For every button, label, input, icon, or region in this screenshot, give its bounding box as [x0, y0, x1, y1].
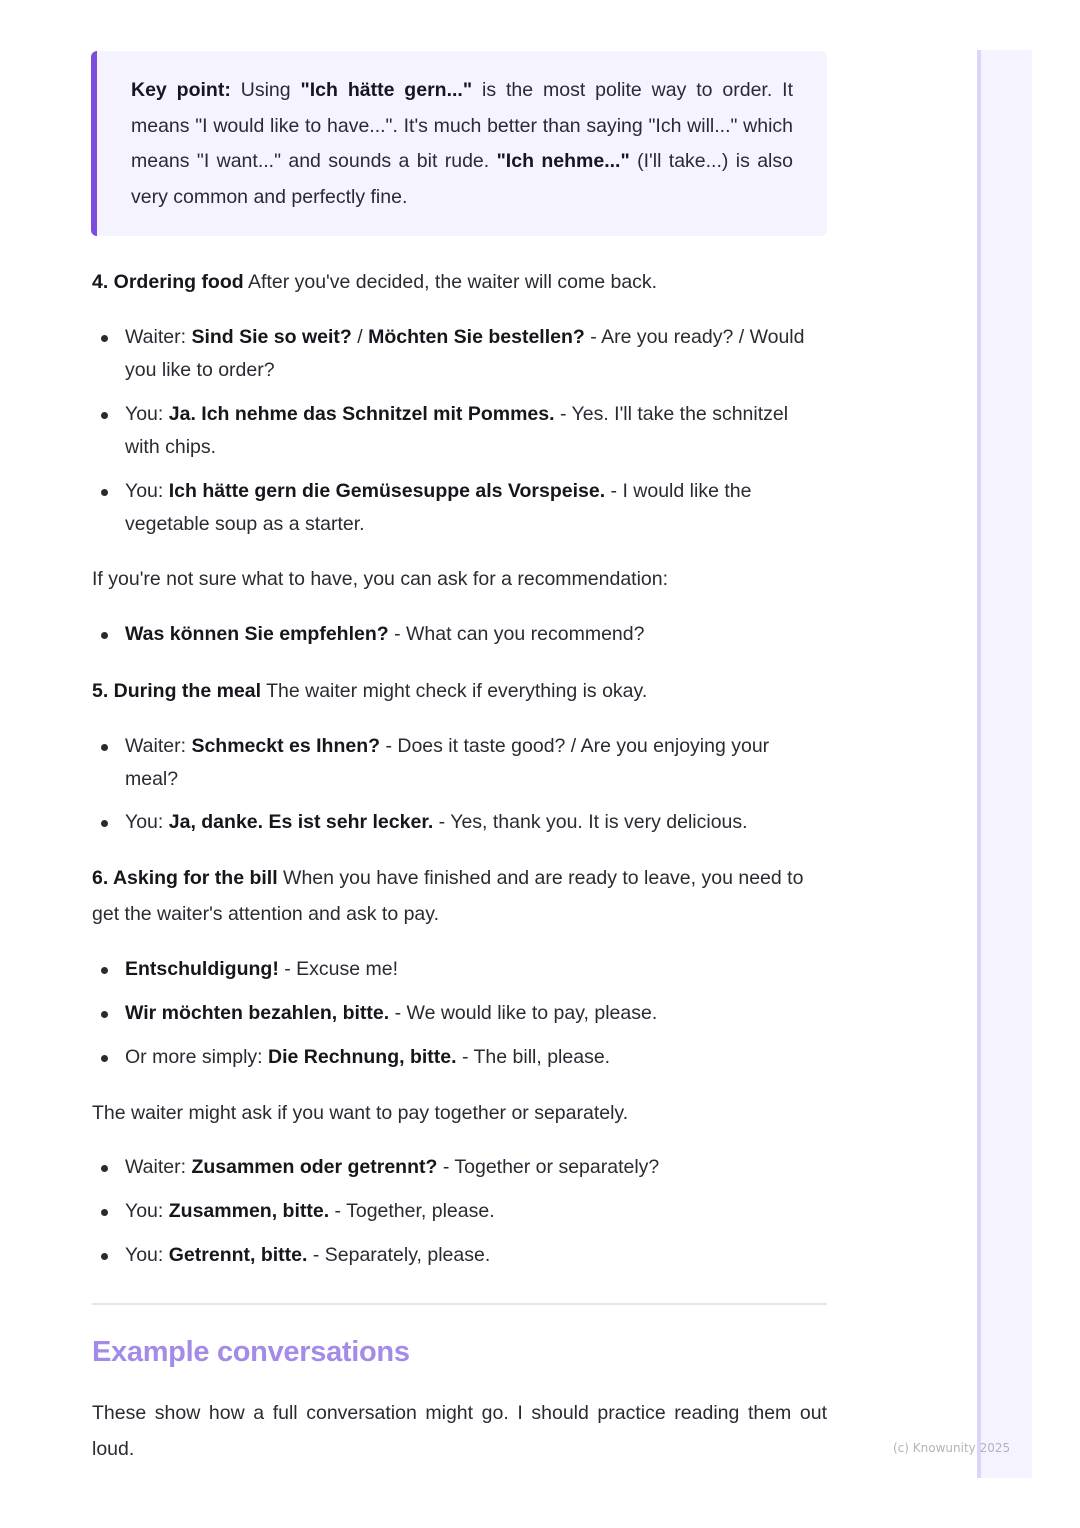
bullet-icon — [101, 335, 108, 342]
german-phrase: Getrennt, bitte. — [168, 1244, 308, 1266]
bullet-icon — [101, 744, 108, 751]
list-item — [92, 398, 827, 464]
list-item — [92, 953, 827, 986]
german-phrase: Sind Sie so weit? — [191, 326, 352, 348]
german-phrase: Schmeckt es Ihnen? — [191, 735, 381, 757]
german-phrase: Möchten Sie bestellen? — [368, 326, 585, 348]
speaker: You: — [125, 1200, 169, 1222]
bullet-icon — [101, 1209, 108, 1216]
section-text: The waiter might check if everything is okay. — [261, 680, 648, 702]
callout-text: is the most polite way to order. It means "I would like to have...". It's much better than saying "Ich will..." which means "I want..." and sounds a bit rude. — [131, 79, 793, 172]
list-item — [92, 618, 827, 651]
example-conversations-heading: Example conversations — [92, 1336, 410, 1368]
callout-text: (I'll take...) is also very common and perfectly fine. — [131, 150, 793, 208]
speaker: Waiter: — [125, 735, 192, 757]
german-phrase: Ich hätte gern die Gemüsesuppe als Vorspeise. — [168, 480, 606, 502]
translation: - What can you recommend? — [388, 623, 645, 645]
translation: - I would like the vegetable soup as a starter. — [125, 480, 752, 535]
bullet-icon — [101, 412, 108, 419]
german-phrase: Was können Sie empfehlen? — [125, 623, 389, 645]
section-asking-bill — [92, 860, 827, 932]
list-item — [92, 321, 827, 387]
bill-phrase-list — [92, 953, 827, 1074]
callout-phrase: "Ich nehme..." — [496, 150, 630, 172]
pay-phrase-list — [92, 1151, 827, 1272]
german-phrase: Wir möchten bezahlen, bitte. — [125, 1002, 390, 1024]
list-item — [92, 1239, 827, 1272]
translation: - Together or separately? — [437, 1156, 660, 1178]
german-phrase: Die Rechnung, bitte. — [268, 1046, 457, 1068]
bullet-icon — [101, 1253, 108, 1260]
speaker: Or more simply: — [125, 1046, 269, 1068]
section-text: After you've decided, the waiter will come back. — [243, 271, 658, 293]
page-side-line — [977, 50, 981, 1478]
german-phrase: Ja, danke. Es ist sehr lecker. — [168, 811, 434, 833]
section-during-meal — [92, 673, 827, 709]
meal-phrase-list — [92, 730, 827, 839]
speaker: You: — [125, 811, 169, 833]
translation: - Does it taste good? / Are you enjoying your meal? — [125, 735, 770, 790]
translation: - Yes, thank you. It is very delicious. — [433, 811, 748, 833]
speaker: You: — [125, 403, 169, 425]
list-item — [92, 1151, 827, 1184]
section-title: 6. Asking for the bill — [92, 867, 278, 889]
section-title: 5. During the meal — [92, 680, 262, 702]
bullet-icon — [101, 489, 108, 496]
translation: - Yes. I'll take the schnitzel with chips. — [125, 403, 789, 458]
german-phrase: Entschuldigung! — [125, 958, 279, 980]
callout-text: Using — [230, 79, 301, 101]
bullet-icon — [101, 632, 108, 639]
recommendation-list — [92, 618, 827, 651]
separator: / — [351, 326, 369, 348]
bullet-icon — [101, 1055, 108, 1062]
speaker: Waiter: — [125, 326, 192, 348]
speaker: You: — [125, 1244, 169, 1266]
bullet-icon — [101, 820, 108, 827]
german-phrase: Zusammen oder getrennt? — [191, 1156, 438, 1178]
translation: - Together, please. — [329, 1200, 495, 1222]
list-item — [92, 997, 827, 1030]
translation: - We would like to pay, please. — [389, 1002, 658, 1024]
recommendation-text: If you're not sure what to have, you can ask for a recommendation: — [92, 568, 669, 590]
section-ordering-food — [92, 264, 827, 300]
copyright-notice: (c) Knowunity 2025 — [893, 1441, 1011, 1455]
list-item — [92, 1041, 827, 1074]
ordering-phrase-list — [92, 321, 827, 541]
page-side-strip — [977, 50, 1032, 1478]
list-item — [92, 730, 827, 796]
bullet-icon — [101, 967, 108, 974]
section-text: When you have finished and are ready to leave, you need to get the waiter's attention and ask to pay. — [92, 867, 804, 925]
pay-text: The waiter might ask if you want to pay together or separately. — [92, 1102, 629, 1124]
list-item — [92, 806, 827, 839]
bullet-icon — [101, 1011, 108, 1018]
speaker: You: — [125, 480, 169, 502]
callout-phrase: "Ich hätte gern..." — [300, 79, 473, 101]
examples-text: These show how a full conversation might go. I should practice reading them out loud. — [92, 1402, 827, 1460]
list-item — [92, 1195, 827, 1228]
key-point-label: Key point: — [131, 79, 231, 101]
translation: - Are you ready? / Would you like to order? — [125, 326, 805, 381]
section-title: 4. Ordering food — [92, 271, 244, 293]
translation: - Separately, please. — [307, 1244, 491, 1266]
translation: - Excuse me! — [278, 958, 399, 980]
key-point-callout — [91, 51, 827, 236]
german-phrase: Ja. Ich nehme das Schnitzel mit Pommes. — [168, 403, 555, 425]
section-divider — [92, 1303, 827, 1305]
translation: - The bill, please. — [456, 1046, 611, 1068]
speaker: Waiter: — [125, 1156, 192, 1178]
list-item — [92, 475, 827, 541]
german-phrase: Zusammen, bitte. — [168, 1200, 330, 1222]
bullet-icon — [101, 1165, 108, 1172]
